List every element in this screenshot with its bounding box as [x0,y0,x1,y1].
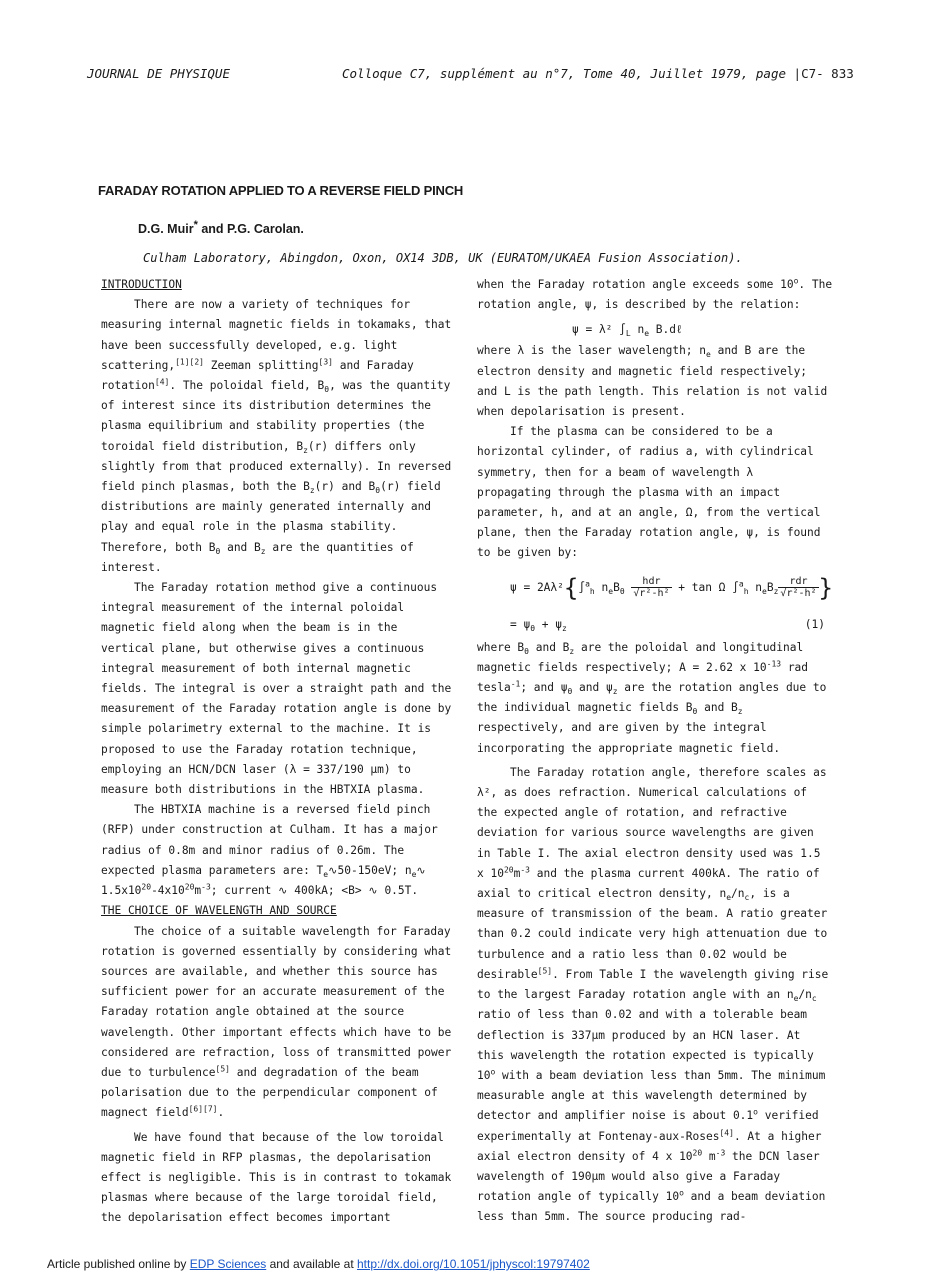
equation-rotation: ψ = λ² $\int_L$ $n_e$ B.dℓ [572,323,683,339]
colloque-text: Colloque C7, supplément au n°7, Tome 40, Juillet 1979, page [342,66,787,81]
paragraph-choice-2: We have found that because of the low toroidal magnetic field in RFP plasmas, the depolarisation effect is negligible. This is in contrast to tokamak plasmas where because of the large toroidal field, the depolarisation effect becomes important [101,1130,452,1225]
journal-name: JOURNAL DE PHYSIQUE [87,66,230,81]
section-heading-choice: THE CHOICE OF WAVELENGTH AND SOURCE [101,904,337,918]
paragraph-right-3: If the plasma can be considered to be a horizontal cylinder, of radius a, with cylindrical symmetry, then for a beam of wavelength λ propagating through the plasma with an impact parameter, h, and at an angle, Ω, from the vertical plane, then the Faraday rotation angle, ψ, is found to be given by: [477,425,821,560]
paragraph-right-2: where λ is the laser wavelength; $n_e$ and B are the electron density and magnetic field respectively; and L is the path length. This relation is not valid when depolarisation is present. [477,344,828,419]
paper-title: FARADAY ROTATION APPLIED TO A REVERSE FIELD PINCH [98,183,464,198]
paragraph-intro-2: The Faraday rotation method give a continuous integral measurement of the internal poloidal magnetic field along when the beam is in the vertical plane, but otherwise gives a continuous integral measurement of both internal magnetic fields. The integral is over a straight path and the measurement of the Faraday rotation angle is done by simple polarimetry external to the machine. It is proposed to use the Faraday rotation technique, employing an HCN/DCN laser (λ = 337/190 μm) to measure both distributions in the HBTXIA plasma. [101,581,452,797]
publisher-link[interactable]: EDP Sciences [189,1257,267,1271]
equation-sum: = $\psi_\theta + \psi_z$ (1) [477,612,833,638]
section-heading-introduction: INTRODUCTION [101,278,182,291]
paragraph-right-4: where $B_\theta$ and $B_z$ are the poloidal and longitudinal magnetic fields respectively; A = 2.62 x $10^{-13}$ rad tesla$^{-1}$; and $\psi_\theta$ and $\psi_z$ are the rotation angles due to the individual magnetic fields $B_\theta$ and $B_z$ respectively, and are given by the integral incorporating the appropriate magnetic field. [477,640,827,755]
paragraph-intro-1: There are now a variety of techniques for measuring internal magnetic fields in tokamaks, that have been successfully developed, e.g. light scattering,[1][2] Zeeman splitting[3] and Faraday rotation[4]. The poloidal field, $B_\theta$, was the quantity of interest since its distribution determines the plasma equilibrium and stability properties (the toroidal field distribution, $B_z(r)$ differs only slightly from that produced externally). In reversed field pinch plasmas, both the $B_z(r)$ and $B_\theta(r)$ field distributions are mainly generated internally and play and equal role in the plasma stability. Therefore, both $B_\theta$ and $B_z$ are the quantities of interest. [101,298,452,574]
paragraph-right-1: when the Faraday rotation angle exceeds some 10$^o$. The rotation angle, ψ, is described by the relation: [477,276,833,312]
author-mark: * [193,218,198,231]
right-column [477,275,833,1228]
footer-prefix: Article published online by [47,1257,190,1271]
footer-middle: and available at [266,1257,357,1271]
paragraph-intro-3: The HBTXIA machine is a reversed field pinch (RFP) under construction at Culham. It has a major radius of 0.8m and minor radius of 0.26m. The expected plasma parameters are: $T_e∿50-150eV$; $n_e∿$ $1.5x10^{20}-4x10^{20}m^{-3}$; current ∿ 400kA; <B> ∿ 0.5T. [101,803,438,898]
affiliation: Culham Laboratory, Abingdon, Oxon, OX14 3DB, UK (EURATOM/UKAEA Fusion Association). [143,251,743,265]
authors [138,218,304,236]
equation-number: (1) [804,617,825,631]
left-column [101,275,457,1229]
doi-link[interactable]: http://dx.doi.org/10.1051/jphyscol:19797402 [356,1257,590,1271]
equation-faraday: ψ = 2Aλ²{∫$^a_h$ $n_eB_\theta$ $\frac{\text{hdr}}{\text{√r²-h²}}$ + tan Ω ∫$^a_h$ $n_eB_z$ $\frac{\text{rdr}}{\text{√r²-h²}}$ } [510,573,833,602]
paragraph-choice-1: The choice of a suitable wavelength for Faraday rotation is governed essentially by considering what sources are available, and whether this source has sufficient power for an accurate measurement of the Faraday rotation angle obtained at the source wavelength. Other important effects which have to be considered are refraction, loss of transmitted power due to turbulence[5] and degradation of the beam polarisation due to the perpendicular component of magnect field[6][7]. [101,924,452,1120]
colloque-reference: Colloque C7, supplément au n°7, Tome 40, Juillet 1979, page |C7- 833 [342,66,854,81]
author-2: and P.G. Carolan. [197,222,304,236]
page-number: C7- 833 [801,66,854,81]
paragraph-right-5: The Faraday rotation angle, therefore scales as λ², as does refraction. Numerical calculations of the expected angle of rotation, and refractive deviation for various source wavelengths are given in Table I. The axial electron density used was 1.5 x $10^{20}m^{-3}$ and the plasma current 400kA. The ratio of axial to critical electron density, $n_e/n_c$, is a measure of transmission of the beam. A ratio greater than 0.2 could indicate very high attenuation due to turbulence and a ratio less than 0.02 would be desirable[5]. From Table I the wavelength giving rise to the largest Faraday rotation angle with an $n_e/n_c$ ratio of less than 0.02 and with a tolerable beam deflection is 337μm produced by an HCN laser. At this wavelength the rotation expected is typically 10$^o$ with a beam deviation less than 5mm. The minimum measurable angle at this wavelength determined by detector and amplifier noise is about 0.1$^o$ verified experimentally at Fontenay-aux-Roses[4]. At a higher axial electron density of 4 x $10^{20}$ $m^{-3}$ the DCN laser wavelength of 190μm would also give a Faraday rotation angle of typically 10$^o$ and a beam deviation less than 5mm. The source producing rad- [477,765,829,1224]
footer [47,1257,590,1271]
author-1: D.G. Muir [138,222,194,236]
